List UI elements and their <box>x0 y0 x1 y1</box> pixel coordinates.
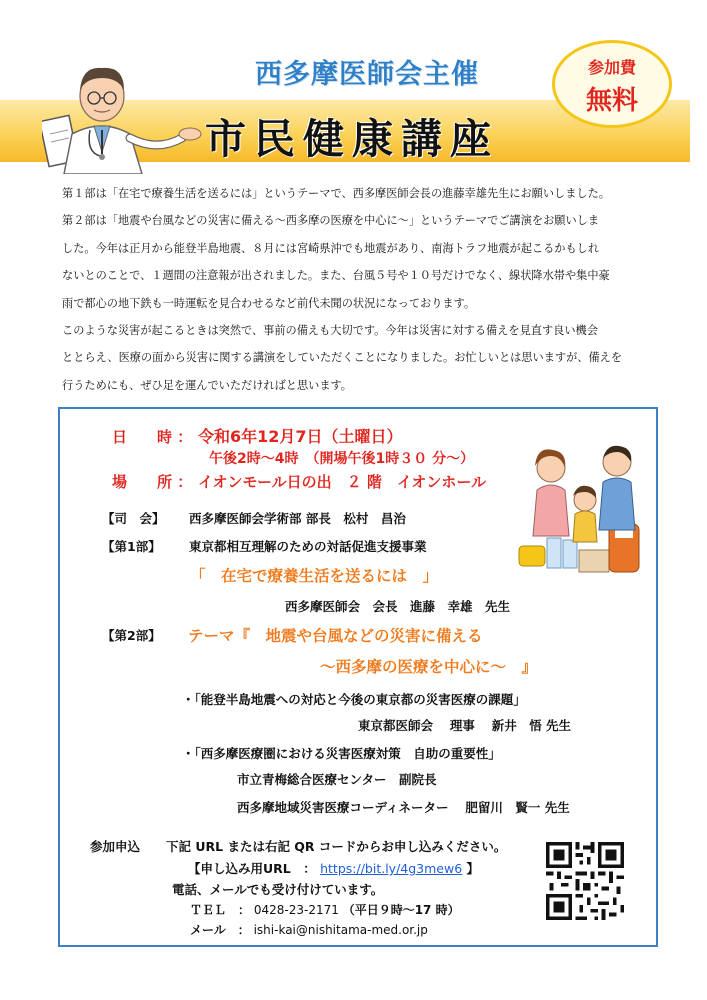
fee-label: 参加費 <box>587 58 636 77</box>
fee-badge <box>552 40 672 128</box>
place-value: イオンモール日の出 ２ 階 イオンホール <box>198 473 487 491</box>
mc-value: 西多摩医師会学術部 部長 松村 昌治 <box>189 511 406 526</box>
intro-line: このような災害が起こるときは突然で、事前の備えも大切です。今年は災害に対する備えを見直す良い機会 <box>62 324 598 338</box>
talk1-title: ・「能登半島地震への対応と今後の東京都の災害医療の課題」 <box>182 692 526 707</box>
talk1-speaker: 東京都医師会 理事 新井 悟 先生 <box>358 718 572 733</box>
part2-theme-line2: ～西多摩の医療を中心に～ 』 <box>320 658 538 676</box>
apply-phone-mail-note: 電話、メールでも受け付けています。 <box>172 882 384 897</box>
mc-label: 【司 会】 <box>102 511 165 526</box>
intro-line: ないとのことで、１週間の注意報が出されました。また、台風５号や１０号だけでなく、線状降水帯や集中豪 <box>62 269 610 283</box>
date-value: 令和6年12月7日（土曜日） <box>198 427 403 446</box>
intro-line: 雨で都心の地下鉄も一時運転を見合わせるなど前代未聞の状況になっております。 <box>62 296 476 310</box>
url-label: 【申し込み用URL ： <box>188 861 316 876</box>
page-title: 市民健康講座 <box>205 115 499 163</box>
organizer-subtitle: 西多摩医師会主催 <box>255 59 479 90</box>
talk2-speaker-line2: 西多摩地域災害医療コーディネーター 肥留川 賢一 先生 <box>237 800 570 815</box>
apply-label: 参加申込 <box>90 839 141 854</box>
signup-url-link[interactable]: https://bit.ly/4g3mew6 <box>320 861 463 876</box>
part2-theme-line1: テーマ『 地震や台風などの災害に備える <box>188 627 483 645</box>
apply-url-row <box>188 859 479 877</box>
intro-line: した。今年は正月から能登半島地震、８月には宮崎県沖でも地震があり、南海トラフ地震が起こるかもしれ <box>62 241 600 255</box>
talk2-speaker-line1: 市立青梅総合医療センター 副院長 <box>237 772 437 787</box>
intro-line: 第１部は「在宅で療養生活を送るには」というテーマで、西多摩医師会長の進藤幸雄先生にお願いしました。 <box>62 187 610 200</box>
part1-org: 東京都相互理解のための対話促進支援事業 <box>189 539 427 554</box>
tel-row <box>190 901 460 918</box>
intro-line: 行うためにも、ぜひ足を運んでいただければと思います。 <box>62 378 352 392</box>
qr-code[interactable] <box>546 842 624 920</box>
mail-address: ishi-kai@nishitama-med.or.jp <box>253 923 428 937</box>
intro-line: ととらえ、医療の面から災害に関する講演をしていただくことになりました。お忙しいとは思いますが、備えを <box>62 351 623 365</box>
tel-hours: （平日９時～17 時） <box>342 903 460 917</box>
part1-theme: 「 在宅で療養生活を送るには 」 <box>190 567 439 585</box>
time-value: 午後2時～4時 （開場午後1時３０ 分～） <box>209 451 475 467</box>
intro-line: 第２部は「地震や台風などの災害に備える～西多摩の医療を中心に～」というテーマでご講演をお願いしま <box>62 214 600 228</box>
fee-value: 無料 <box>585 86 638 116</box>
apply-instructions: 下記 URL または右記 QR コードからお申し込みください。 <box>166 839 507 854</box>
mail-row <box>190 921 428 938</box>
place-label: 場 所 ： <box>112 473 193 491</box>
date-label: 日 時 ： <box>112 428 193 446</box>
family-illustration <box>517 438 645 580</box>
url-close: 】 <box>466 861 480 876</box>
doctor-illustration <box>42 56 212 174</box>
part1-speaker: 西多摩医師会 会長 進藤 幸雄 先生 <box>285 599 511 614</box>
tel-number: 0428-23-2171 <box>253 903 339 917</box>
mail-label: メール ： <box>190 923 250 937</box>
talk2-title: ・「西多摩医療圏における災害医療対策 自助の重要性」 <box>182 746 501 761</box>
part2-label: 【第2部】 <box>102 628 161 643</box>
part1-label: 【第1部】 <box>102 539 161 554</box>
tel-label: ＴＥＬ ： <box>190 903 251 917</box>
intro-text <box>62 180 674 399</box>
